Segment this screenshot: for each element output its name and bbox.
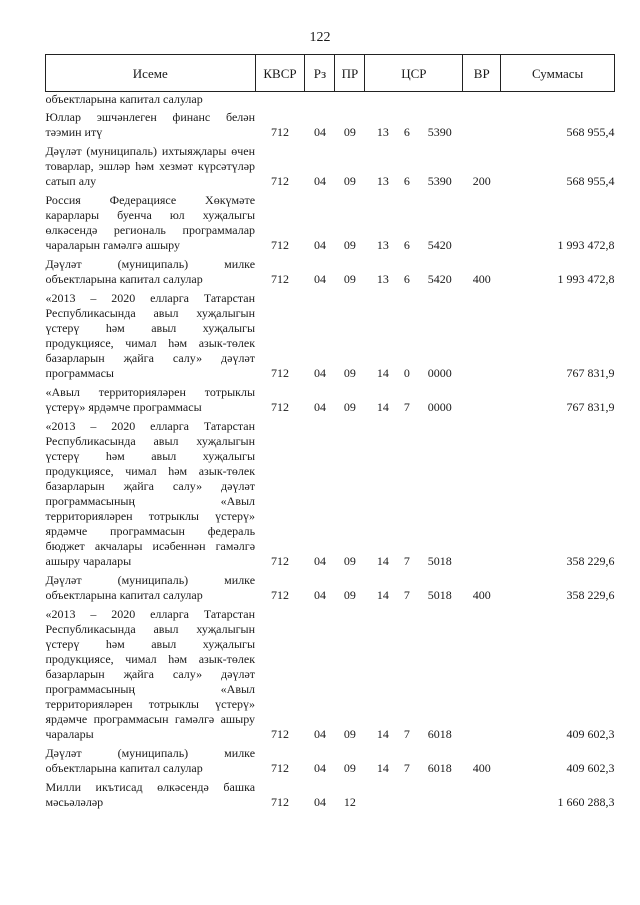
table-row: [46, 419, 615, 573]
table-row: [46, 607, 615, 746]
row-pr: 09: [343, 174, 356, 188]
table-row: [46, 385, 615, 419]
row-sum: 568 955,4: [566, 125, 615, 139]
table-row: [46, 573, 615, 607]
row-sum: 1 660 288,3: [557, 795, 615, 809]
row-name: «2013 – 2020 елларга Татарстан Республикасында авыл хуҗалыгын үстерү һәм авыл хуҗалыгы продукциясе, чимал һәм азык-төлек базарларын җайга салу» дәүләт программасының «Авыл территорияләрен тотрыклы үстерү» ярдәмче программасын гамәлгә ашыру чаралары: [45, 607, 256, 741]
csr-subprogram: 7: [403, 727, 410, 741]
row-name: Россия Федерациясе Хөкүмәте карарлары буенча юл хуҗалыгы өлкәсендә региональ программалар чараларын гамәлгә ашыру: [45, 193, 256, 252]
header-name: Исеме: [46, 55, 256, 92]
row-csr: [365, 746, 463, 780]
row-rz: 04: [313, 400, 326, 414]
row-name: «2013 – 2020 елларга Татарстан Республикасында авыл хуҗалыгын үстерү һәм авыл хуҗалыгы продукциясе, чимал һәм азык-төлек базарларын җайга салу» дәүләт программасы: [45, 291, 256, 380]
row-pr: 09: [343, 727, 356, 741]
table-row: [46, 92, 615, 111]
csr-subprogram: 6: [403, 272, 410, 286]
csr-program: 14: [376, 400, 389, 414]
table-row: [46, 746, 615, 780]
page-number: 122: [309, 30, 331, 45]
row-pr: 12: [343, 795, 356, 809]
header-sum: Суммасы: [501, 55, 615, 92]
row-vr: [463, 193, 501, 257]
csr-subprogram: 6: [403, 238, 410, 252]
row-vr: [463, 780, 501, 814]
row-pr: 09: [343, 366, 356, 380]
row-kvsr: 712: [271, 761, 290, 775]
row-sum: 358 229,6: [566, 588, 615, 602]
csr-direction: 5420: [427, 272, 452, 286]
row-kvsr: 712: [271, 554, 290, 568]
csr-program: 14: [376, 761, 389, 775]
row-sum: 1 993 472,8: [557, 272, 615, 286]
row-name: «Авыл территорияләрен тотрыклы үстерү» ярдәмче программасы: [45, 385, 256, 414]
row-rz: 04: [313, 366, 326, 380]
csr-program: 13: [376, 238, 389, 252]
row-csr: [365, 92, 463, 111]
row-pr: 09: [343, 761, 356, 775]
csr-subprogram: 6: [403, 125, 410, 139]
row-kvsr: 712: [271, 366, 290, 380]
row-csr: [365, 144, 463, 193]
header-pr: ПР: [335, 55, 365, 92]
row-csr: [365, 385, 463, 419]
csr-program: 13: [376, 174, 389, 188]
row-name: Дәүләт (муниципаль) милке объектларына капитал салулар: [45, 257, 256, 286]
csr-direction: 5390: [427, 125, 452, 139]
row-kvsr: 712: [271, 795, 290, 809]
table-row: [46, 291, 615, 385]
row-pr: 09: [343, 400, 356, 414]
row-sum: 767 831,9: [566, 366, 615, 380]
row-sum: 767 831,9: [566, 400, 615, 414]
row-vr: 400: [472, 761, 491, 775]
csr-direction: 5018: [427, 588, 452, 602]
row-name: Дәүләт (муниципаль) ихтыяҗлары өчен товарлар, эшләр һәм хезмәт күрсәтүләр сатып алу: [45, 144, 256, 188]
row-rz: 04: [313, 174, 326, 188]
row-kvsr: 712: [271, 174, 290, 188]
row-csr: [365, 573, 463, 607]
row-kvsr: 712: [271, 238, 290, 252]
row-vr: [463, 291, 501, 385]
row-rz: 04: [313, 272, 326, 286]
header-rz: Рз: [305, 55, 335, 92]
row-csr: [365, 193, 463, 257]
row-vr: 200: [472, 174, 491, 188]
csr-direction: 5018: [427, 554, 452, 568]
row-rz: 04: [313, 795, 326, 809]
csr-direction: 6018: [427, 761, 452, 775]
row-sum: 409 602,3: [566, 761, 615, 775]
header-csr: ЦСР: [365, 55, 463, 92]
row-name: Дәүләт (муниципаль) милке объектларына капитал салулар: [45, 746, 256, 775]
row-pr: 09: [343, 125, 356, 139]
csr-subprogram: 6: [403, 174, 410, 188]
table-row: [46, 193, 615, 257]
row-vr: [463, 92, 501, 111]
row-csr: [365, 607, 463, 746]
csr-subprogram: 7: [403, 400, 410, 414]
row-pr: 09: [343, 554, 356, 568]
row-name: Дәүләт (муниципаль) милке объектларына капитал салулар: [45, 573, 256, 602]
row-pr: [335, 92, 365, 111]
row-pr: 09: [343, 272, 356, 286]
row-vr: 400: [472, 272, 491, 286]
row-kvsr: 712: [271, 727, 290, 741]
row-kvsr: 712: [271, 125, 290, 139]
row-csr: [365, 257, 463, 291]
row-csr: [365, 780, 463, 814]
row-name: «2013 – 2020 елларга Татарстан Республикасында авыл хуҗалыгын үстерү һәм авыл хуҗалыгы продукциясе, чимал һәм азык-төлек базарларын җайга салу» дәүләт программасының «Авыл территорияләрен тотрыклы үстерү» ярдәмче программасын федераль бюджет акчалары исәбеннән гамәлгә ашыру чаралары: [45, 419, 256, 568]
table-row: [46, 257, 615, 291]
table-row: [46, 110, 615, 144]
header-kvsr: КВСР: [255, 55, 305, 92]
row-sum: 358 229,6: [566, 554, 615, 568]
csr-program: 14: [376, 588, 389, 602]
csr-direction: 5420: [427, 238, 452, 252]
row-rz: 04: [313, 727, 326, 741]
row-kvsr: 712: [271, 588, 290, 602]
csr-program: 13: [376, 125, 389, 139]
table-header: [46, 55, 615, 92]
csr-direction: 5390: [427, 174, 452, 188]
csr-direction: 6018: [427, 727, 452, 741]
row-name: объектларына капитал салулар: [45, 92, 203, 106]
row-sum: [501, 92, 615, 111]
csr-program: 14: [376, 727, 389, 741]
csr-subprogram: 7: [403, 554, 410, 568]
row-vr: [463, 385, 501, 419]
row-name: Юллар эшчәнлеген финанс белән тәэмин итү: [45, 110, 256, 139]
row-kvsr: 712: [271, 272, 290, 286]
row-rz: 04: [313, 761, 326, 775]
row-vr: [463, 110, 501, 144]
row-kvsr: [255, 92, 305, 111]
row-vr: 400: [472, 588, 491, 602]
row-rz: 04: [313, 238, 326, 252]
table-row: [46, 780, 615, 814]
csr-subprogram: 7: [403, 588, 410, 602]
csr-program: 14: [376, 554, 389, 568]
row-rz: 04: [313, 125, 326, 139]
row-vr: [463, 607, 501, 746]
row-rz: 04: [313, 588, 326, 602]
row-csr: [365, 419, 463, 573]
csr-direction: 0000: [427, 366, 452, 380]
row-csr: [365, 291, 463, 385]
row-sum: 568 955,4: [566, 174, 615, 188]
row-name: Милли икътисад өлкәсендә башка мәсьәләләр: [45, 780, 256, 809]
csr-program: 13: [376, 272, 389, 286]
row-pr: 09: [343, 588, 356, 602]
row-vr: [463, 419, 501, 573]
row-rz: [305, 92, 335, 111]
csr-program: 14: [376, 366, 389, 380]
row-sum: 409 602,3: [566, 727, 615, 741]
row-sum: 1 993 472,8: [557, 238, 615, 252]
row-rz: 04: [313, 554, 326, 568]
budget-table: [45, 54, 615, 814]
table-row: [46, 144, 615, 193]
csr-direction: 0000: [427, 400, 452, 414]
csr-subprogram: 7: [403, 761, 410, 775]
row-csr: [365, 110, 463, 144]
row-pr: 09: [343, 238, 356, 252]
header-vr: ВР: [463, 55, 501, 92]
row-kvsr: 712: [271, 400, 290, 414]
csr-subprogram: 0: [403, 366, 410, 380]
